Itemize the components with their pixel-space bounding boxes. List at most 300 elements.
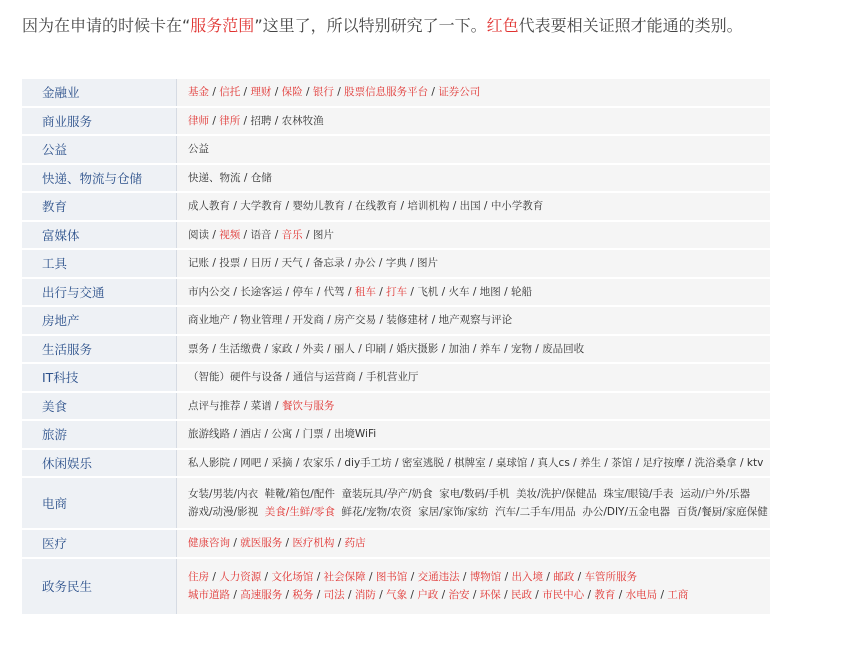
category-item: 出境WiFi xyxy=(333,428,377,441)
category-item: 酒店 xyxy=(240,428,262,441)
item-separator: / xyxy=(485,456,496,469)
category-item: 图片 xyxy=(417,257,439,270)
item-separator: / xyxy=(574,571,585,583)
category-item: 装修建材 xyxy=(386,314,429,327)
items-line xyxy=(188,425,770,443)
item-separator xyxy=(258,506,265,518)
category-row xyxy=(22,529,770,558)
category-item: 手机营业厅 xyxy=(365,371,419,384)
licensed-category-item: 律师 xyxy=(188,114,209,127)
item-separator: / xyxy=(323,428,334,441)
items-line xyxy=(188,485,770,503)
item-separator xyxy=(258,488,265,500)
category-item: 停车 xyxy=(292,285,314,298)
licensed-category-item: 税务 xyxy=(292,589,314,601)
licensed-category-item: 人力资源 xyxy=(219,571,262,583)
item-separator: / xyxy=(657,589,668,601)
intro-highlight-red: 红色 xyxy=(486,16,519,35)
category-item: 网吧 xyxy=(240,456,262,469)
licensed-category-item: 城市道路 xyxy=(188,589,230,601)
category-item: 农家乐 xyxy=(302,456,335,469)
item-separator: / xyxy=(271,399,282,412)
item-separator: / xyxy=(438,589,449,601)
licensed-category-item: 社会保障 xyxy=(323,571,366,583)
category-item: 门票 xyxy=(302,428,324,441)
category-item: 备忘录 xyxy=(312,257,345,270)
items-line xyxy=(188,503,770,521)
category-item: 市内公交 xyxy=(188,285,230,298)
item-separator: / xyxy=(469,342,480,355)
item-separator: / xyxy=(292,428,303,441)
item-separator xyxy=(335,506,342,518)
licensed-category-item: 民政 xyxy=(510,589,532,601)
category-item: 旅游线路 xyxy=(188,428,230,441)
category-items xyxy=(177,449,771,478)
item-separator: / xyxy=(271,228,282,241)
category-item: 招聘 xyxy=(250,114,272,127)
item-separator: / xyxy=(386,342,397,355)
licensed-category-item: 租车 xyxy=(354,285,376,298)
licensed-category-item: 药店 xyxy=(344,537,366,550)
category-item: 语音 xyxy=(250,228,272,241)
licensed-category-item: 就医服务 xyxy=(240,537,283,550)
category-items xyxy=(177,221,771,250)
category-item: 图片 xyxy=(312,228,334,241)
category-item: 丽人 xyxy=(333,342,355,355)
items-line xyxy=(188,254,770,272)
licensed-category-item: 交通违法 xyxy=(417,571,460,583)
item-separator: / xyxy=(500,589,511,601)
item-separator: / xyxy=(209,114,220,127)
category-items xyxy=(177,335,771,364)
item-separator: / xyxy=(209,86,220,99)
category-item: 出国 xyxy=(459,200,481,213)
category-item: 女装/男装/内衣 xyxy=(188,488,259,500)
item-separator: / xyxy=(230,456,241,469)
category-item: 游戏/动漫/影视 xyxy=(188,506,259,518)
item-separator: / xyxy=(334,456,345,469)
category-items xyxy=(177,78,771,107)
category-items xyxy=(177,558,771,615)
category-item: 废品回收 xyxy=(542,342,585,355)
category-row xyxy=(22,278,770,307)
category-item: 点评与推荐 xyxy=(188,399,241,412)
items-line xyxy=(188,226,770,244)
category-item: 中小学教育 xyxy=(490,200,544,213)
category-items xyxy=(177,392,771,421)
item-separator: / xyxy=(271,114,282,127)
category-item: 长途客运 xyxy=(240,285,283,298)
item-separator: / xyxy=(684,456,695,469)
category-row xyxy=(22,192,770,221)
item-separator: / xyxy=(355,371,366,384)
category-row xyxy=(22,164,770,193)
item-separator: / xyxy=(292,456,303,469)
items-line xyxy=(188,340,770,358)
items-line xyxy=(188,397,770,415)
item-separator: / xyxy=(282,314,293,327)
category-items xyxy=(177,278,771,307)
item-separator: / xyxy=(615,589,626,601)
item-separator: / xyxy=(313,571,324,583)
item-separator: / xyxy=(407,589,418,601)
item-separator xyxy=(335,488,342,500)
category-name: 出行与交通 xyxy=(22,278,177,307)
item-separator: / xyxy=(527,456,538,469)
item-separator: / xyxy=(375,285,387,298)
intro-paragraph xyxy=(22,14,842,38)
item-separator: / xyxy=(354,342,366,355)
category-name: 休闲娱乐 xyxy=(22,449,177,478)
licensed-category-item: 水电局 xyxy=(625,589,658,601)
item-separator: / xyxy=(438,342,449,355)
item-separator: / xyxy=(407,285,418,298)
category-table xyxy=(22,77,770,616)
category-row xyxy=(22,78,770,107)
item-separator: / xyxy=(282,200,293,213)
licensed-category-item: 市民中心 xyxy=(542,589,585,601)
category-row xyxy=(22,392,770,421)
category-name: 政务民生 xyxy=(22,558,177,615)
item-separator: / xyxy=(428,314,439,327)
items-line xyxy=(188,311,770,329)
category-name: 金融业 xyxy=(22,78,177,107)
category-item: 物业管理 xyxy=(240,314,283,327)
category-item: 轮船 xyxy=(510,285,532,298)
item-separator: / xyxy=(736,456,747,469)
category-item: 房产交易 xyxy=(334,314,377,327)
category-name: 快递、物流与仓储 xyxy=(22,164,177,193)
category-item: 公寓 xyxy=(271,428,293,441)
licensed-category-item: 信托 xyxy=(219,86,241,99)
category-item: 成人教育 xyxy=(188,200,230,213)
category-name: 电商 xyxy=(22,477,177,529)
category-item: 棋牌室 xyxy=(454,456,486,469)
category-items xyxy=(177,477,771,529)
category-item: 运动/户外/乐器 xyxy=(680,488,751,500)
licensed-category-item: 证券公司 xyxy=(438,86,481,99)
item-separator: / xyxy=(584,589,595,601)
item-separator: / xyxy=(230,589,241,601)
category-item: 美妆/洗护/保健品 xyxy=(516,488,597,500)
category-item: 通信与运营商 xyxy=(292,371,356,384)
category-row xyxy=(22,306,770,335)
category-item: 鞋靴/箱包/配件 xyxy=(264,488,335,500)
category-item: 印刷 xyxy=(365,342,387,355)
items-line xyxy=(188,197,770,215)
category-item: 百货/餐厨/家庭保健 xyxy=(676,506,768,518)
category-item: 快递、物流 xyxy=(188,171,241,184)
category-item: 记账 xyxy=(188,257,209,270)
category-item: 菜谱 xyxy=(250,399,272,412)
category-item: diy手工坊 xyxy=(344,456,392,469)
category-item: 足疗按摩 xyxy=(642,456,685,469)
category-row xyxy=(22,107,770,136)
category-items xyxy=(177,135,771,164)
item-separator: / xyxy=(531,342,543,355)
licensed-category-item: 户政 xyxy=(417,589,439,601)
licensed-category-item: 司法 xyxy=(323,589,345,601)
category-item: 养车 xyxy=(479,342,501,355)
category-item: 商业地产 xyxy=(188,314,230,327)
category-item: 家居/家饰/家纺 xyxy=(418,506,489,518)
category-items xyxy=(177,306,771,335)
category-items xyxy=(177,107,771,136)
category-item: 仓储 xyxy=(250,171,272,184)
licensed-category-item: 打车 xyxy=(386,285,408,298)
category-item: 阅读 xyxy=(188,228,209,241)
category-item: 童装玩具/孕产/奶食 xyxy=(341,488,433,500)
licensed-category-item: 图书馆 xyxy=(375,571,408,583)
category-item: 家电/数码/手机 xyxy=(439,488,510,500)
licensed-category-item: 治安 xyxy=(448,589,470,601)
item-separator: / xyxy=(282,371,293,384)
category-item: 珠宝/眼镜/手表 xyxy=(603,488,674,500)
category-item: 加油 xyxy=(448,342,470,355)
item-separator: / xyxy=(261,456,272,469)
item-separator: / xyxy=(282,537,293,550)
licensed-category-item: 美食/生鲜/零食 xyxy=(264,506,335,518)
category-item: 天气 xyxy=(281,257,303,270)
item-separator: / xyxy=(376,314,387,327)
item-separator: / xyxy=(261,571,272,583)
licensed-category-item: 医疗机构 xyxy=(292,537,335,550)
category-row xyxy=(22,135,770,164)
category-item: 代驾 xyxy=(323,285,345,298)
licensed-category-item: 博物馆 xyxy=(469,571,502,583)
item-separator: / xyxy=(230,200,241,213)
category-item: 私人影院 xyxy=(188,456,230,469)
category-name: 美食 xyxy=(22,392,177,421)
licensed-category-item: 住房 xyxy=(188,571,209,583)
item-separator: / xyxy=(230,537,241,550)
licensed-category-item: 车管所服务 xyxy=(584,571,637,583)
items-line xyxy=(188,534,770,552)
category-item: 农林牧渔 xyxy=(281,114,324,127)
category-name: 公益 xyxy=(22,135,177,164)
item-separator: / xyxy=(302,86,313,99)
items-line xyxy=(188,454,770,472)
category-items xyxy=(177,249,771,278)
item-separator: / xyxy=(240,86,251,99)
licensed-category-item: 保险 xyxy=(281,86,303,99)
items-line xyxy=(188,112,770,130)
category-row xyxy=(22,335,770,364)
licensed-category-item: 高速服务 xyxy=(240,589,283,601)
item-separator: / xyxy=(302,228,313,241)
licensed-category-item: 银行 xyxy=(312,86,334,99)
category-row xyxy=(22,221,770,250)
licensed-category-item: 工商 xyxy=(667,589,689,601)
licensed-category-item: 律所 xyxy=(219,114,241,127)
category-row xyxy=(22,363,770,392)
licensed-category-item: 视频 xyxy=(219,228,241,241)
category-name: 教育 xyxy=(22,192,177,221)
item-separator: / xyxy=(271,257,282,270)
category-name: 商业服务 xyxy=(22,107,177,136)
item-separator: / xyxy=(375,589,387,601)
item-separator: / xyxy=(209,342,220,355)
licensed-category-item: 消防 xyxy=(354,589,376,601)
category-item: 字典 xyxy=(385,257,407,270)
item-separator: / xyxy=(240,171,251,184)
category-item: 培训机构 xyxy=(407,200,450,213)
category-item: 日历 xyxy=(250,257,272,270)
item-separator: / xyxy=(469,589,480,601)
category-item: 飞机 xyxy=(417,285,439,298)
licensed-category-item: 教育 xyxy=(594,589,616,601)
category-row xyxy=(22,449,770,478)
item-separator: / xyxy=(480,200,491,213)
category-name: 工具 xyxy=(22,249,177,278)
licensed-category-item: 基金 xyxy=(188,86,209,99)
category-item: 汽车/二手车/用品 xyxy=(495,506,576,518)
licensed-category-item: 股票信息服务平台 xyxy=(344,86,429,99)
category-item: 养生 xyxy=(580,456,602,469)
category-item: 生活缴费 xyxy=(219,342,262,355)
category-item: （智能）硬件与设备 xyxy=(188,371,283,384)
category-item: 办公/DIY/五金电器 xyxy=(582,506,670,518)
category-item: 婚庆摄影 xyxy=(396,342,439,355)
intro-text-2: ”这里了，所以特别研究了一下。 xyxy=(254,16,487,35)
item-separator: / xyxy=(501,571,512,583)
item-separator: / xyxy=(209,571,220,583)
category-item: 投票 xyxy=(219,257,241,270)
category-item: 宠物 xyxy=(510,342,532,355)
category-row xyxy=(22,249,770,278)
licensed-category-item: 理财 xyxy=(250,86,272,99)
category-item: 外卖 xyxy=(302,342,324,355)
item-separator: / xyxy=(209,228,220,241)
category-item: 桌球馆 xyxy=(495,456,528,469)
items-line xyxy=(188,140,770,158)
item-separator: / xyxy=(365,571,376,583)
category-item: 真人cs xyxy=(537,456,570,469)
item-separator: / xyxy=(209,257,220,270)
licensed-category-item: 气象 xyxy=(386,589,408,601)
item-separator: / xyxy=(449,200,460,213)
licensed-category-item: 文化场馆 xyxy=(271,571,314,583)
item-separator: / xyxy=(428,86,439,99)
category-name: 房地产 xyxy=(22,306,177,335)
item-separator: / xyxy=(438,285,449,298)
item-separator: / xyxy=(407,571,418,583)
category-row xyxy=(22,420,770,449)
items-line xyxy=(188,586,770,604)
items-line xyxy=(188,169,770,187)
item-separator: / xyxy=(375,257,386,270)
item-separator: / xyxy=(240,257,251,270)
category-item: 洗浴桑拿 xyxy=(694,456,737,469)
item-separator: / xyxy=(531,589,543,601)
item-separator xyxy=(670,506,677,518)
category-item: ktv xyxy=(746,456,764,469)
item-separator: / xyxy=(302,257,313,270)
item-separator: / xyxy=(323,314,335,327)
category-name: IT科技 xyxy=(22,363,177,392)
item-separator: / xyxy=(344,257,355,270)
item-separator: / xyxy=(230,285,241,298)
item-separator: / xyxy=(230,314,241,327)
items-line xyxy=(188,368,770,386)
category-item: 采摘 xyxy=(271,456,293,469)
item-separator: / xyxy=(240,228,251,241)
item-separator: / xyxy=(344,200,356,213)
intro-text-1: 因为在申请的时候卡在“ xyxy=(22,16,191,35)
item-separator: / xyxy=(313,285,324,298)
intro-highlight-service-scope: 服务范围 xyxy=(190,16,255,35)
item-separator: / xyxy=(323,342,334,355)
category-name: 生活服务 xyxy=(22,335,177,364)
item-separator: / xyxy=(443,456,455,469)
category-item: 票务 xyxy=(188,342,209,355)
licensed-category-item: 环保 xyxy=(479,589,501,601)
category-item: 大学教育 xyxy=(240,200,283,213)
item-separator: / xyxy=(543,571,554,583)
licensed-category-item: 音乐 xyxy=(281,228,303,241)
item-separator: / xyxy=(282,285,293,298)
category-name: 医疗 xyxy=(22,529,177,558)
category-item: 地图 xyxy=(479,285,501,298)
item-separator: / xyxy=(500,342,511,355)
category-items xyxy=(177,363,771,392)
item-separator: / xyxy=(344,589,355,601)
category-item: 婴幼儿教育 xyxy=(292,200,345,213)
category-item: 茶馆 xyxy=(611,456,633,469)
licensed-category-item: 健康咨询 xyxy=(188,537,230,550)
items-line xyxy=(188,568,770,586)
category-items xyxy=(177,420,771,449)
category-row xyxy=(22,558,770,615)
category-items xyxy=(177,192,771,221)
category-item: 开发商 xyxy=(292,314,324,327)
category-item: 火车 xyxy=(448,285,470,298)
category-item: 密室逃脱 xyxy=(401,456,444,469)
category-item: 地产观察与评论 xyxy=(438,314,513,327)
item-separator: / xyxy=(334,537,345,550)
category-items xyxy=(177,164,771,193)
item-separator: / xyxy=(333,86,345,99)
item-separator: / xyxy=(271,86,282,99)
items-line xyxy=(188,83,770,101)
item-separator: / xyxy=(391,456,402,469)
item-separator: / xyxy=(459,571,470,583)
category-item: 办公 xyxy=(354,257,376,270)
item-separator: / xyxy=(500,285,511,298)
category-name: 富媒体 xyxy=(22,221,177,250)
item-separator: / xyxy=(397,200,408,213)
category-name: 旅游 xyxy=(22,420,177,449)
item-separator: / xyxy=(261,342,272,355)
item-separator: / xyxy=(469,285,480,298)
intro-text-3: 代表要相关证照才能通的类别。 xyxy=(518,16,743,35)
category-item: 鲜花/宠物/农资 xyxy=(341,506,412,518)
category-item: 家政 xyxy=(271,342,293,355)
item-separator: / xyxy=(240,399,251,412)
items-line xyxy=(188,283,770,301)
item-separator: / xyxy=(632,456,643,469)
licensed-category-item: 邮政 xyxy=(553,571,575,583)
item-separator: / xyxy=(406,257,418,270)
item-separator: / xyxy=(261,428,272,441)
category-items xyxy=(177,529,771,558)
item-separator: / xyxy=(344,285,355,298)
category-item: 公益 xyxy=(188,143,209,156)
category-table-body xyxy=(22,78,770,615)
licensed-category-item: 餐饮与服务 xyxy=(281,399,335,412)
item-separator: / xyxy=(313,589,324,601)
item-separator: / xyxy=(282,589,293,601)
